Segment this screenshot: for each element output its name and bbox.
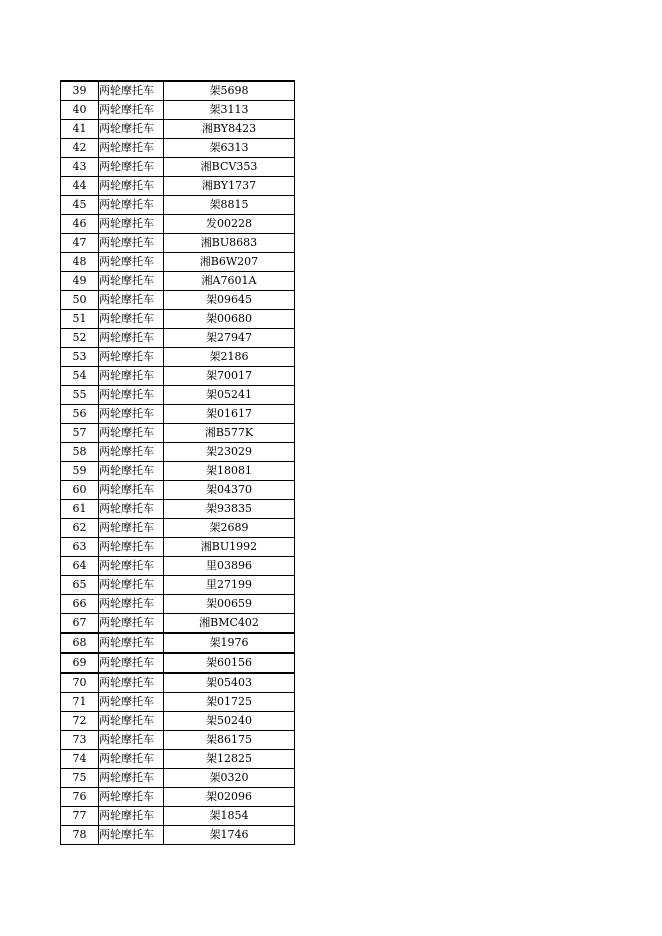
vehicle-type-cell[interactable]: 两轮摩托车 bbox=[99, 788, 164, 807]
vehicle-type-cell[interactable]: 两轮摩托车 bbox=[99, 769, 164, 788]
plate-number-cell[interactable]: 湘B577K bbox=[164, 424, 295, 443]
vehicle-type-cell[interactable]: 两轮摩托车 bbox=[99, 826, 164, 845]
table-row bbox=[61, 788, 295, 807]
plate-number-cell[interactable]: 架0320 bbox=[164, 769, 295, 788]
vehicle-type-cell[interactable]: 两轮摩托车 bbox=[99, 386, 164, 405]
row-number-cell[interactable]: 60 bbox=[61, 481, 99, 500]
row-number-cell[interactable]: 72 bbox=[61, 712, 99, 731]
plate-number-cell[interactable]: 里27199 bbox=[164, 576, 295, 595]
plate-number-cell[interactable]: 架05403 bbox=[164, 673, 295, 693]
table-row bbox=[61, 731, 295, 750]
row-number-cell[interactable]: 70 bbox=[61, 673, 99, 693]
table-row bbox=[61, 807, 295, 826]
vehicle-type-cell[interactable]: 两轮摩托车 bbox=[99, 693, 164, 712]
row-number-cell[interactable]: 66 bbox=[61, 595, 99, 614]
plate-number-cell[interactable]: 湘BY1737 bbox=[164, 177, 295, 196]
table-row bbox=[61, 215, 295, 234]
row-number-cell[interactable]: 49 bbox=[61, 272, 99, 291]
plate-number-cell[interactable]: 架1746 bbox=[164, 826, 295, 845]
table-row bbox=[61, 673, 295, 693]
row-number-cell[interactable]: 47 bbox=[61, 234, 99, 253]
table-row bbox=[61, 196, 295, 215]
table-row bbox=[61, 367, 295, 386]
table-row bbox=[61, 81, 295, 101]
vehicle-type-cell[interactable]: 两轮摩托车 bbox=[99, 500, 164, 519]
vehicle-type-cell[interactable]: 两轮摩托车 bbox=[99, 557, 164, 576]
plate-number-cell[interactable]: 架23029 bbox=[164, 443, 295, 462]
table-row bbox=[61, 538, 295, 557]
row-number-cell[interactable]: 61 bbox=[61, 500, 99, 519]
plate-number-cell[interactable]: 架70017 bbox=[164, 367, 295, 386]
row-number-cell[interactable]: 69 bbox=[61, 653, 99, 673]
plate-number-cell[interactable]: 架2186 bbox=[164, 348, 295, 367]
vehicle-type-cell[interactable]: 两轮摩托车 bbox=[99, 653, 164, 673]
plate-number-cell[interactable]: 架12825 bbox=[164, 750, 295, 769]
plate-number-cell[interactable]: 发00228 bbox=[164, 215, 295, 234]
row-number-cell[interactable]: 42 bbox=[61, 139, 99, 158]
plate-number-cell[interactable]: 架6313 bbox=[164, 139, 295, 158]
row-number-cell[interactable]: 52 bbox=[61, 329, 99, 348]
table-row bbox=[61, 253, 295, 272]
row-number-cell[interactable]: 53 bbox=[61, 348, 99, 367]
row-number-cell[interactable]: 55 bbox=[61, 386, 99, 405]
plate-number-cell[interactable]: 里03896 bbox=[164, 557, 295, 576]
plate-number-cell[interactable]: 架60156 bbox=[164, 653, 295, 673]
row-number-cell[interactable]: 56 bbox=[61, 405, 99, 424]
table-row bbox=[61, 595, 295, 614]
row-number-cell[interactable]: 43 bbox=[61, 158, 99, 177]
vehicle-type-cell[interactable]: 两轮摩托车 bbox=[99, 405, 164, 424]
plate-number-cell[interactable]: 湘BY8423 bbox=[164, 120, 295, 139]
row-number-cell[interactable]: 78 bbox=[61, 826, 99, 845]
row-number-cell[interactable]: 50 bbox=[61, 291, 99, 310]
vehicle-type-cell[interactable]: 两轮摩托车 bbox=[99, 177, 164, 196]
vehicle-type-cell[interactable]: 两轮摩托车 bbox=[99, 81, 164, 101]
plate-number-cell[interactable]: 架5698 bbox=[164, 81, 295, 101]
row-number-cell[interactable]: 41 bbox=[61, 120, 99, 139]
vehicle-type-cell[interactable]: 两轮摩托车 bbox=[99, 443, 164, 462]
row-number-cell[interactable]: 65 bbox=[61, 576, 99, 595]
vehicle-type-cell[interactable]: 两轮摩托车 bbox=[99, 329, 164, 348]
row-number-cell[interactable]: 71 bbox=[61, 693, 99, 712]
plate-number-cell[interactable]: 架01725 bbox=[164, 693, 295, 712]
vehicle-type-cell[interactable]: 两轮摩托车 bbox=[99, 120, 164, 139]
row-number-cell[interactable]: 57 bbox=[61, 424, 99, 443]
vehicle-type-cell[interactable]: 两轮摩托车 bbox=[99, 750, 164, 769]
table-row bbox=[61, 576, 295, 595]
plate-number-cell[interactable]: 架93835 bbox=[164, 500, 295, 519]
vehicle-type-cell[interactable]: 两轮摩托车 bbox=[99, 367, 164, 386]
table-row bbox=[61, 462, 295, 481]
vehicle-type-cell[interactable]: 两轮摩托车 bbox=[99, 595, 164, 614]
vehicle-type-cell[interactable]: 两轮摩托车 bbox=[99, 731, 164, 750]
table-row bbox=[61, 481, 295, 500]
vehicle-type-cell[interactable]: 两轮摩托车 bbox=[99, 576, 164, 595]
vehicle-type-cell[interactable]: 两轮摩托车 bbox=[99, 158, 164, 177]
row-number-cell[interactable]: 51 bbox=[61, 310, 99, 329]
vehicle-type-cell[interactable]: 两轮摩托车 bbox=[99, 234, 164, 253]
table-row bbox=[61, 310, 295, 329]
vehicle-type-cell[interactable]: 两轮摩托车 bbox=[99, 196, 164, 215]
table-row bbox=[61, 424, 295, 443]
table-row bbox=[61, 177, 295, 196]
table-row bbox=[61, 139, 295, 158]
row-number-cell[interactable]: 74 bbox=[61, 750, 99, 769]
plate-number-cell[interactable]: 架2689 bbox=[164, 519, 295, 538]
plate-number-cell[interactable]: 架1976 bbox=[164, 633, 295, 653]
table-row bbox=[61, 557, 295, 576]
table-row bbox=[61, 329, 295, 348]
table-row bbox=[61, 614, 295, 634]
plate-number-cell[interactable]: 架50240 bbox=[164, 712, 295, 731]
vehicle-type-cell[interactable]: 两轮摩托车 bbox=[99, 712, 164, 731]
table-row bbox=[61, 769, 295, 788]
plate-number-cell[interactable]: 架02096 bbox=[164, 788, 295, 807]
plate-number-cell[interactable]: 架18081 bbox=[164, 462, 295, 481]
table-row bbox=[61, 101, 295, 120]
vehicle-type-cell[interactable]: 两轮摩托车 bbox=[99, 101, 164, 120]
table-row bbox=[61, 633, 295, 653]
plate-number-cell[interactable]: 湘BCV353 bbox=[164, 158, 295, 177]
row-number-cell[interactable]: 67 bbox=[61, 614, 99, 634]
plate-number-cell[interactable]: 湘BU1992 bbox=[164, 538, 295, 557]
vehicle-type-cell[interactable]: 两轮摩托车 bbox=[99, 519, 164, 538]
row-number-cell[interactable]: 64 bbox=[61, 557, 99, 576]
vehicle-type-cell[interactable]: 两轮摩托车 bbox=[99, 291, 164, 310]
vehicle-type-cell[interactable]: 两轮摩托车 bbox=[99, 310, 164, 329]
table-row bbox=[61, 712, 295, 731]
vehicle-type-cell[interactable]: 两轮摩托车 bbox=[99, 807, 164, 826]
plate-number-cell[interactable]: 架09645 bbox=[164, 291, 295, 310]
row-number-cell[interactable]: 45 bbox=[61, 196, 99, 215]
table-row bbox=[61, 158, 295, 177]
row-number-cell[interactable]: 59 bbox=[61, 462, 99, 481]
vehicle-type-cell[interactable]: 两轮摩托车 bbox=[99, 462, 164, 481]
plate-number-cell[interactable]: 架3113 bbox=[164, 101, 295, 120]
plate-number-cell[interactable]: 湘BU8683 bbox=[164, 234, 295, 253]
vehicle-type-cell[interactable]: 两轮摩托车 bbox=[99, 253, 164, 272]
vehicle-type-cell[interactable]: 两轮摩托车 bbox=[99, 633, 164, 653]
table-row bbox=[61, 519, 295, 538]
row-number-cell[interactable]: 39 bbox=[61, 81, 99, 101]
plate-number-cell[interactable]: 架1854 bbox=[164, 807, 295, 826]
plate-number-cell[interactable]: 架05241 bbox=[164, 386, 295, 405]
table-row bbox=[61, 826, 295, 845]
row-number-cell[interactable]: 46 bbox=[61, 215, 99, 234]
row-number-cell[interactable]: 77 bbox=[61, 807, 99, 826]
plate-number-cell[interactable]: 架00680 bbox=[164, 310, 295, 329]
plate-number-cell[interactable]: 架01617 bbox=[164, 405, 295, 424]
table-row bbox=[61, 120, 295, 139]
table-row bbox=[61, 272, 295, 291]
plate-number-cell[interactable]: 架04370 bbox=[164, 481, 295, 500]
spreadsheet-table bbox=[60, 80, 295, 845]
vehicle-type-cell[interactable]: 两轮摩托车 bbox=[99, 215, 164, 234]
plate-number-cell[interactable]: 湘BMC402 bbox=[164, 614, 295, 634]
table-row bbox=[61, 653, 295, 673]
vehicle-type-cell[interactable]: 两轮摩托车 bbox=[99, 538, 164, 557]
table-row bbox=[61, 500, 295, 519]
table-row bbox=[61, 234, 295, 253]
row-number-cell[interactable]: 73 bbox=[61, 731, 99, 750]
row-number-cell[interactable]: 54 bbox=[61, 367, 99, 386]
row-number-cell[interactable]: 58 bbox=[61, 443, 99, 462]
vehicle-type-cell[interactable]: 两轮摩托车 bbox=[99, 424, 164, 443]
table-row bbox=[61, 291, 295, 310]
plate-number-cell[interactable]: 架8815 bbox=[164, 196, 295, 215]
vehicle-type-cell[interactable]: 两轮摩托车 bbox=[99, 272, 164, 291]
table-row bbox=[61, 348, 295, 367]
table-row bbox=[61, 443, 295, 462]
row-number-cell[interactable]: 40 bbox=[61, 101, 99, 120]
row-number-cell[interactable]: 63 bbox=[61, 538, 99, 557]
plate-number-cell[interactable]: 湘B6W207 bbox=[164, 253, 295, 272]
plate-number-cell[interactable]: 架00659 bbox=[164, 595, 295, 614]
row-number-cell[interactable]: 62 bbox=[61, 519, 99, 538]
row-number-cell[interactable]: 76 bbox=[61, 788, 99, 807]
vehicle-type-cell[interactable]: 两轮摩托车 bbox=[99, 673, 164, 693]
plate-number-cell[interactable]: 湘A7601A bbox=[164, 272, 295, 291]
row-number-cell[interactable]: 75 bbox=[61, 769, 99, 788]
row-number-cell[interactable]: 68 bbox=[61, 633, 99, 653]
table-row bbox=[61, 693, 295, 712]
vehicle-type-cell[interactable]: 两轮摩托车 bbox=[99, 348, 164, 367]
table-body bbox=[61, 81, 295, 845]
table-row bbox=[61, 386, 295, 405]
plate-number-cell[interactable]: 架27947 bbox=[164, 329, 295, 348]
table-row bbox=[61, 405, 295, 424]
vehicle-type-cell[interactable]: 两轮摩托车 bbox=[99, 481, 164, 500]
vehicle-type-cell[interactable]: 两轮摩托车 bbox=[99, 139, 164, 158]
row-number-cell[interactable]: 44 bbox=[61, 177, 99, 196]
table-row bbox=[61, 750, 295, 769]
row-number-cell[interactable]: 48 bbox=[61, 253, 99, 272]
plate-number-cell[interactable]: 架86175 bbox=[164, 731, 295, 750]
vehicle-type-cell[interactable]: 两轮摩托车 bbox=[99, 614, 164, 634]
